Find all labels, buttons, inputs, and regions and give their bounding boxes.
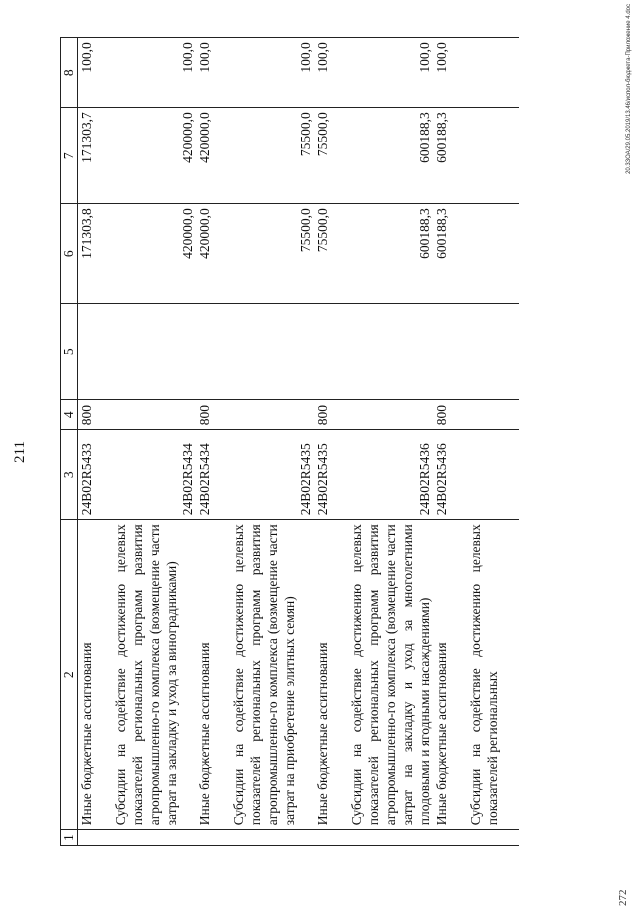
expense-type: 800 [433,400,467,430]
header-cell: 1 [61,830,78,846]
cut-off-page-number: 272 [617,890,629,906]
header-cell: 8 [61,38,78,108]
col6-value: 600188,3 [348,204,433,304]
expense-type: 800 [196,400,230,430]
col6-value: 420000,0 [196,204,230,304]
row-number-cell [230,830,314,846]
budget-table [60,37,519,846]
header-cell: 4 [61,400,78,430]
budget-code: 24В02R5436 [433,430,467,520]
col5-value [196,304,230,400]
page-number: 211 [12,432,29,472]
col8-value [467,38,519,108]
col6-value: 75500,0 [314,204,348,304]
row-number-cell [348,830,433,846]
col5-value [314,304,348,400]
col7-value: 75500,0 [314,108,348,204]
item-name: Иные бюджетные ассигнования [196,520,230,830]
col7-value: 420000,0 [196,108,230,204]
col8-value: 100,0 [196,38,230,108]
header-cell: 7 [61,108,78,204]
expense-type [348,400,433,430]
col5-value [348,304,433,400]
row-number-cell [196,830,230,846]
header-cell: 2 [61,520,78,830]
col6-value: 420000,0 [112,204,196,304]
col6-value: 75500,0 [230,204,314,304]
col8-value: 100,0 [348,38,433,108]
table-row [433,38,467,846]
row-number-cell [433,830,467,846]
header-row [61,38,78,846]
item-name: Субсидии на содействие достижению целевых показателей региональных программ развития агропромышленно-го комплекса (возмещение части затрат на приобретение элитных семян) [230,520,314,830]
budget-code: 24В02R5433 [78,430,113,520]
item-name: Субсидии на содействие достижению целевых показателей региональных программ развития агропромышленно-го комплекса (возмещение части затрат на закладку и уход за виноградниками) [112,520,196,830]
item-name: Иные бюджетные ассигнования [314,520,348,830]
col7-value: 600188,3 [348,108,433,204]
col8-value: 100,0 [230,38,314,108]
row-number-cell [467,830,519,846]
item-name: Субсидии на содействие достижению целевых показателей региональных [467,520,519,830]
col6-value [467,204,519,304]
expense-type [230,400,314,430]
col6-value: 171303,8 [78,204,113,304]
col5-value [112,304,196,400]
expense-type: 800 [78,400,113,430]
table-row [467,38,519,846]
table-row [112,38,196,846]
expense-type: 800 [314,400,348,430]
col7-value: 171303,7 [78,108,113,204]
col8-value: 100,0 [78,38,113,108]
table-row [196,38,230,846]
col7-value: 75500,0 [230,108,314,204]
budget-code: 24В02R5434 [112,430,196,520]
col7-value: 600188,3 [433,108,467,204]
item-name: Иные бюджетные ассигнования [433,520,467,830]
file-path-footer: 20.33ОА/29.05.2019/13.46/испол-бюджета-Приложение 4.doc [626,4,632,604]
budget-code: 24В02R5436 [348,430,433,520]
header-cell: 3 [61,430,78,520]
table-row [78,38,113,846]
row-number-cell [78,830,113,846]
header-cell: 6 [61,204,78,304]
col5-value [230,304,314,400]
col8-value: 100,0 [112,38,196,108]
col8-value: 100,0 [433,38,467,108]
item-name: Иные бюджетные ассигнования [78,520,113,830]
col8-value: 100,0 [314,38,348,108]
header-cell: 5 [61,304,78,400]
expense-type [112,400,196,430]
col5-value [78,304,113,400]
budget-code: 24В02R5434 [196,430,230,520]
col7-value [467,108,519,204]
col7-value: 420000,0 [112,108,196,204]
expense-type [467,400,519,430]
col5-value [433,304,467,400]
table-row [230,38,314,846]
budget-code: 24В02R5435 [230,430,314,520]
table-row [314,38,348,846]
row-number-cell [112,830,196,846]
budget-code [467,430,519,520]
col5-value [467,304,519,400]
table-row [348,38,433,846]
item-name: Субсидии на содействие достижению целевых показателей региональных программ развития агропромышленно-го комплекса (возмещение части затрат на закладку и уход за многолетними плодовыми и ягодными насаждениями) [348,520,433,830]
row-number-cell [314,830,348,846]
col6-value: 600188,3 [433,204,467,304]
budget-code: 24В02R5435 [314,430,348,520]
